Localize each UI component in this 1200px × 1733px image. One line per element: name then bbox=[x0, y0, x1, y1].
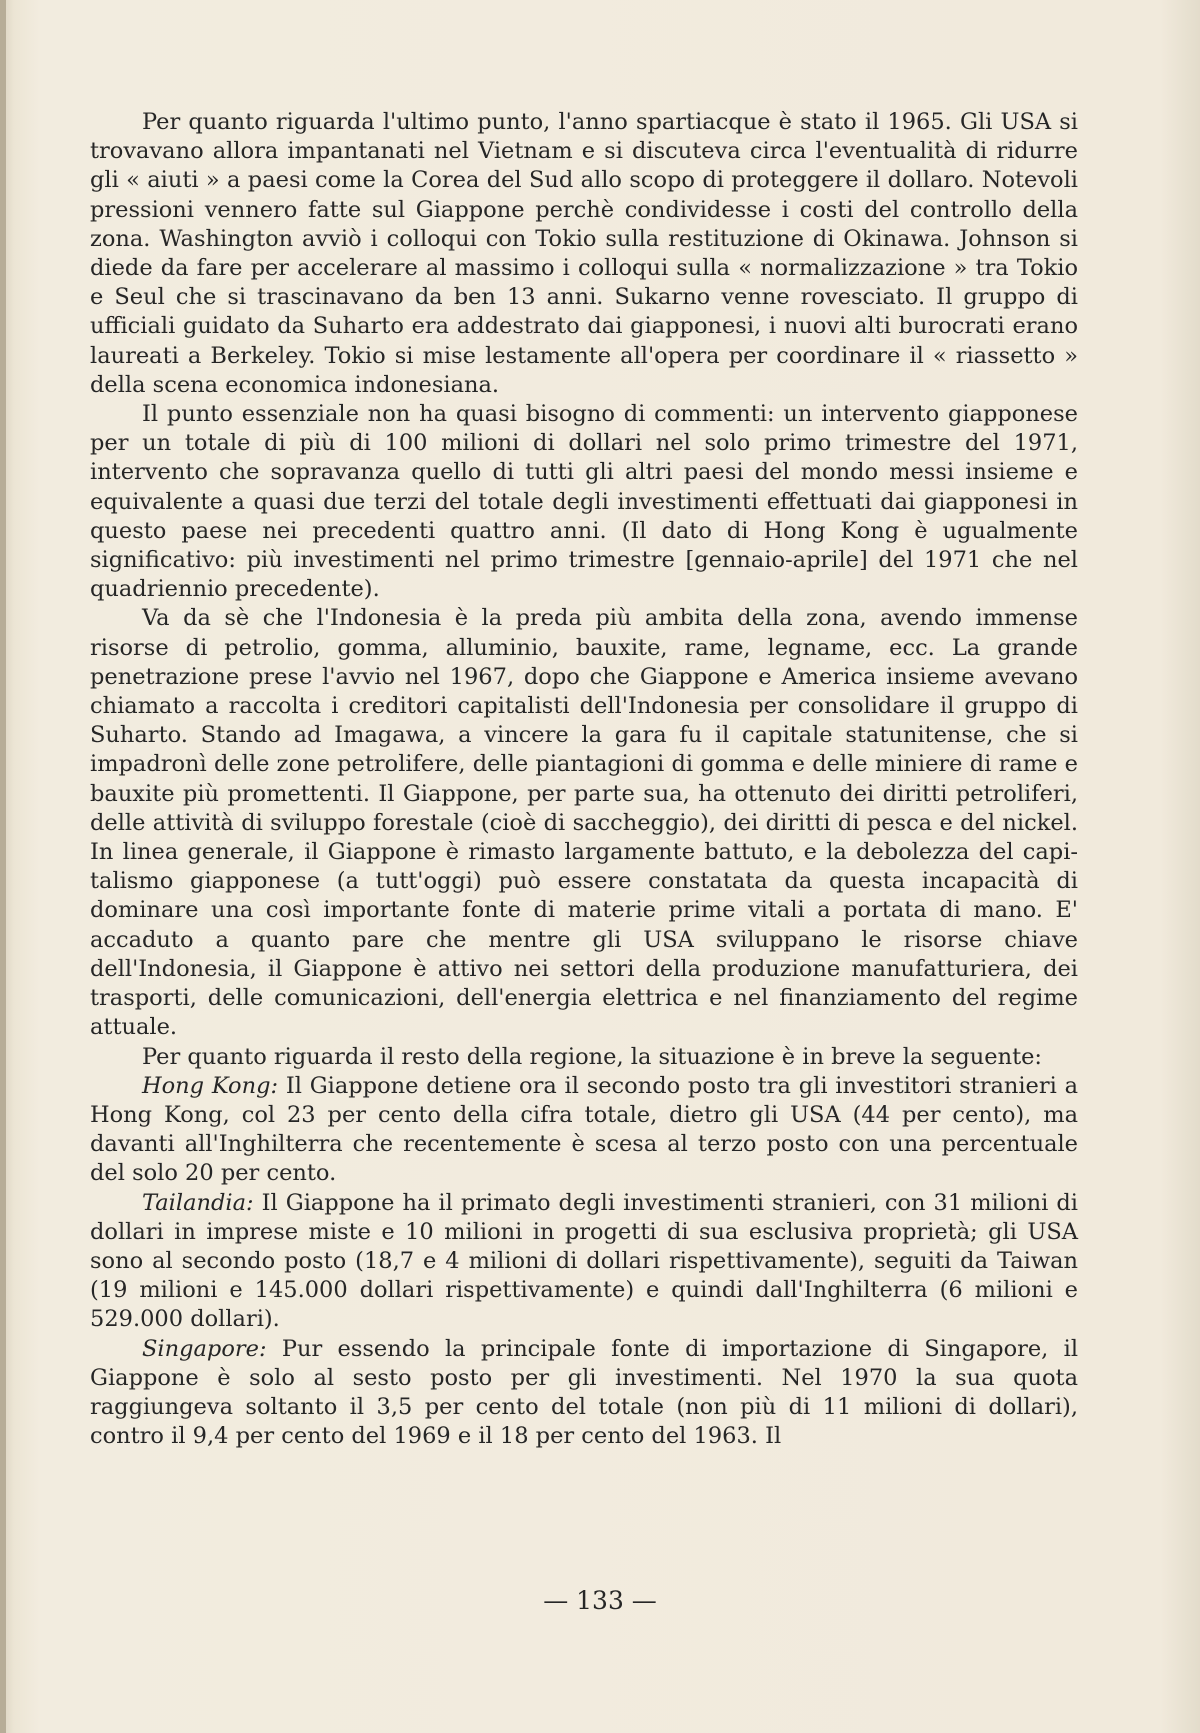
page-number: — 133 — bbox=[543, 1586, 657, 1615]
paragraph-singapore bbox=[90, 1335, 1078, 1452]
country-text-tailandia: Il Giappone ha il primato degli investimenti stranieri, con 31 milioni di dollari in imprese miste e 10 milioni in progetti di sua esclusiva proprietà; gli USA sono al secondo posto (18,7 e 4 milioni di dollari rispettivamente), seguiti da Taiwan (19 milioni e 145.000 dollari rispettivamente) e quindi dall'Inghilterra (6 milioni e 529.000 dollari). bbox=[90, 1189, 1078, 1333]
paragraph-1996-1965: Per quanto riguarda l'ultimo punto, l'anno spartiacque è stato il 1965. Gli USA si trovavano allora impantanati nel Vietnam e si discuteva circa l'eventualità di ridurre gli « aiuti » a paesi come la Corea del Sud allo scopo di proteggere il dollaro. Notevoli pressioni vennero fatte sul Giappone perchè condividesse i costi del controllo della zona. Washington avviò i colloqui con Tokio sulla restituzione di Okinawa. Johnson si diede da fare per accelerare al massimo i colloqui sulla « normalizzazione » tra Tokio e Seul che si trascinavano da ben 13 anni. Sukarno venne rovesciato. Il gruppo di ufficiali guidato da Suharto era addestrato dai giapponesi, i nuovi alti burocrati erano laureati a Berkeley. Tokio si mise lestamente all'opera per coordinare il « riassetto » della scena economica indonesiana. bbox=[90, 109, 1078, 398]
page-spine-shadow bbox=[0, 0, 6, 1733]
country-label-tailandia: Tailandia: bbox=[142, 1189, 254, 1216]
paragraph-region-intro: Per quanto riguarda il resto della regione, la situazione è in breve la seguente: bbox=[142, 1043, 1043, 1070]
country-label-hong-kong: Hong Kong: bbox=[142, 1072, 279, 1099]
country-text-hong-kong: Il Giappone detiene ora il secondo posto tra gli investitori stranieri a Hong Kong, col 23 per cento della cifra totale, dietro gli USA (44 per cento), ma davanti all'Inghilterra che recentemente è scesa al terzo posto con una percentuale del solo 20 per cento. bbox=[90, 1072, 1079, 1187]
country-label-singapore: Singapore: bbox=[142, 1335, 267, 1362]
paragraph-indonesia: Va da sè che l'Indonesia è la preda più ambita della zona, avendo immense risorse di petrolio, gomma, alluminio, bauxite, rame, legname, ecc. La grande penetrazione prese l'avvio nel 1967, dopo che Giappone e America insieme avevano chiamato a raccolta i creditori capitalisti dell'Indonesia per consolidare il gruppo di Suharto. Stando ad Imagawa, a vincere la gara fu il capitale statunitense, che si impadronì delle zone petrolifere, delle piantagioni di gomma e delle miniere di rame e bauxite più promettenti. Il Giappone, per parte sua, ha ottenuto dei diritti petroliferi, delle attività di sviluppo forestale (cioè di saccheggio), dei diritti di pesca e del nickel. In linea generale, il Giappone è rimasto largamente battuto, e la debolezza del capitalismo giapponese (a tutt'oggi) può essere constatata da questa incapacità di dominare una così importante fonte di materie prime vitali a portata di mano. E' accaduto a quanto pare che mentre gli USA sviluppano le risorse chiave dell'Indonesia, il Giappone è attivo nei settori della produzione manufatturiera, dei trasporti, delle comunicazioni, dell'energia elettrica e nel finanziamento del regime attuale. bbox=[90, 605, 1078, 1041]
country-text-singapore: Pur essendo la principale fonte di importazione di Singapore, il Giappone è solo al sesto posto per gli investimenti. Nel 1970 la sua quota raggiungeva soltanto il 3,5 per cento del totale (non più di 11 milioni di dollari), contro il 9,4 per cento del 1969 e il 18 per cento del 1963. Il bbox=[90, 1335, 1079, 1450]
paragraph-tailandia bbox=[90, 1189, 1078, 1335]
body-text bbox=[90, 108, 1078, 1451]
paragraph-investment-summary: Il punto essenziale non ha quasi bisogno di commenti: un intervento giapponese per un totale di più di 100 milioni di dollari nel solo primo trimestre del 1971, intervento che sopravanza quello di tutti gli altri paesi del mondo messi insieme e equivalente a quasi due terzi del totale degli investimenti effettuati dai giapponesi in questo paese nei precedenti quattro anni. (Il dato di Hong Kong è ugualmente significativo: più investimenti nel primo trimestre [gennaio-aprile] del 1971 che nel quadriennio precedente). bbox=[90, 401, 1078, 603]
paragraph-hong-kong bbox=[90, 1072, 1078, 1189]
